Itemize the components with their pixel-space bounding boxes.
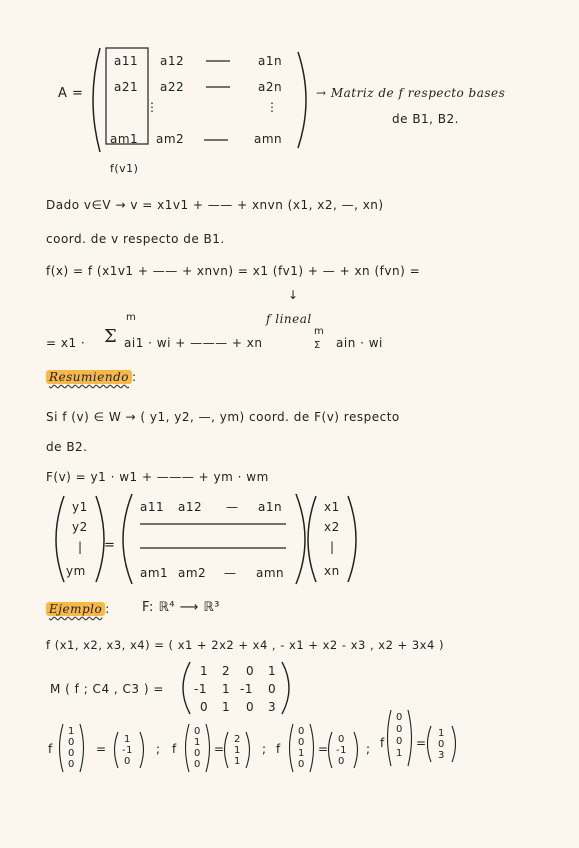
text-line: ain · wi	[336, 336, 383, 350]
img-entry: 1	[234, 756, 241, 767]
a-entry: a12	[178, 500, 203, 514]
a-entry: a1n	[258, 500, 283, 514]
section-heading	[46, 370, 137, 384]
text-line: de B2.	[46, 440, 88, 454]
colon: :	[131, 370, 137, 384]
m-entry: 1	[268, 664, 277, 678]
x-entry: xn	[324, 564, 340, 578]
separator: ;	[156, 742, 161, 756]
m-entry: 0	[246, 664, 255, 678]
f-symbol: f	[48, 742, 53, 756]
matrix-caption-line2: de B1, B2.	[392, 112, 459, 126]
matrix-a-entry: a1n	[258, 54, 283, 68]
m-entry: -1	[240, 682, 253, 696]
vec-entry: 0	[396, 724, 403, 735]
sigma-icon: Σ	[314, 340, 321, 351]
text-line: Dado v∈V → v = x1v1 + —— + xnvn (x1, x2, —, xn)	[46, 198, 384, 212]
m-entry: -1	[194, 682, 207, 696]
function-definition: f (x1, x2, x3, x4) = ( x1 + 2x2 + x4 , - x1 + x2 - x3 , x2 + 3x4 )	[46, 638, 444, 652]
map-definition: F: ℝ⁴ ⟶ ℝ³	[142, 600, 220, 615]
text-line: ai1 · wi + ——— + xn	[124, 336, 263, 350]
img-entry: 0	[124, 756, 131, 767]
vec-entry: 0	[68, 748, 75, 759]
separator: ;	[366, 742, 371, 756]
equals-sign: =	[416, 736, 427, 750]
x-entry: x1	[324, 500, 340, 514]
sigma-icon: Σ	[104, 326, 117, 347]
matrix-a-label: A =	[58, 86, 84, 101]
x-entry: x2	[324, 520, 340, 534]
vec-entry: 0	[68, 737, 75, 748]
f-symbol: f	[172, 742, 177, 756]
m-entry: 1	[222, 682, 231, 696]
vec-entry: 1	[194, 737, 201, 748]
matrix-a-entry: a2n	[258, 80, 283, 94]
m-entry: 1	[222, 700, 231, 714]
y-entry: |	[78, 540, 83, 554]
m-entry: 0	[200, 700, 209, 714]
img-entry: 0	[338, 734, 345, 745]
m-entry: 0	[246, 700, 255, 714]
equals-sign: =	[214, 742, 225, 756]
y-entry: ym	[66, 564, 86, 578]
vec-entry: 0	[194, 726, 201, 737]
a-entry: —	[226, 500, 239, 514]
sum-upper-limit: m	[126, 312, 137, 323]
vec-entry: 0	[396, 736, 403, 747]
vec-entry: 1	[68, 726, 75, 737]
vec-entry: 0	[68, 759, 75, 770]
equals-sign: =	[104, 538, 116, 553]
a-entry: am2	[178, 566, 207, 580]
m-entry: 1	[200, 664, 209, 678]
m-entry: 2	[222, 664, 231, 678]
a-entry: amn	[256, 566, 285, 580]
annotation: f lineal	[266, 312, 312, 326]
matrix-a-entry: am1	[110, 132, 139, 146]
img-entry: 0	[338, 756, 345, 767]
matrix-a-entry: a22	[160, 80, 185, 94]
img-entry: 1	[124, 734, 131, 745]
x-entry: |	[330, 540, 335, 554]
y-entry: y2	[72, 520, 88, 534]
text-line: Si f (v) ∈ W → ( y1, y2, —, ym) coord. de F(v) respecto	[46, 410, 400, 424]
down-arrow-icon: ↓	[288, 288, 299, 302]
matrix-a-entry: amn	[254, 132, 283, 146]
img-entry: 1	[438, 728, 445, 739]
text-line: F(v) = y1 · w1 + ——— + ym · wm	[46, 470, 269, 484]
vec-entry: 0	[396, 712, 403, 723]
text-line: coord. de v respecto de B1.	[46, 232, 225, 246]
f-symbol: f	[276, 742, 281, 756]
m-entry: 3	[268, 700, 277, 714]
img-entry: -1	[122, 745, 133, 756]
column-label: f(v1)	[110, 162, 139, 175]
matrix-a-entry: am2	[156, 132, 185, 146]
matrix-a-entry: a11	[114, 54, 139, 68]
img-entry: -1	[336, 745, 347, 756]
text-line: f(x) = f (x1v1 + —— + xnvn) = x1 (fv1) + — + xn (fvn) =	[46, 264, 421, 278]
matrix-m-label: M ( f ; C4 , C3 ) =	[50, 682, 164, 696]
highlight: Ejemplo	[46, 602, 105, 616]
vertical-dots: ⋮	[266, 100, 279, 114]
img-entry: 2	[234, 734, 241, 745]
matrix-a-entry: a12	[160, 54, 185, 68]
separator: ;	[262, 742, 267, 756]
vec-entry: 1	[298, 748, 305, 759]
sum-upper-limit: m	[314, 326, 325, 337]
img-entry: 0	[438, 739, 445, 750]
m-entry: 0	[268, 682, 277, 696]
y-entry: y1	[72, 500, 88, 514]
vertical-dots: ⋮	[146, 100, 159, 114]
highlight: Resumiendo	[46, 370, 132, 384]
matrix-caption-line1: → Matriz de f respecto bases	[316, 86, 506, 100]
vec-entry: 0	[298, 759, 305, 770]
vec-entry: 0	[298, 737, 305, 748]
img-entry: 1	[234, 745, 241, 756]
f-symbol: f	[380, 736, 385, 750]
section-heading	[46, 602, 110, 616]
img-entry: 3	[438, 750, 445, 761]
matrix-a-entry: a21	[114, 80, 139, 94]
a-entry: —	[224, 566, 237, 580]
text-line: = x1 ·	[46, 336, 86, 350]
equals-sign: =	[96, 742, 107, 756]
vec-entry: 0	[298, 726, 305, 737]
a-entry: a11	[140, 500, 165, 514]
colon: :	[105, 602, 110, 616]
a-entry: am1	[140, 566, 169, 580]
equals-sign: =	[318, 742, 329, 756]
vec-entry: 0	[194, 759, 201, 770]
vec-entry: 0	[194, 748, 201, 759]
vec-entry: 1	[396, 748, 403, 759]
